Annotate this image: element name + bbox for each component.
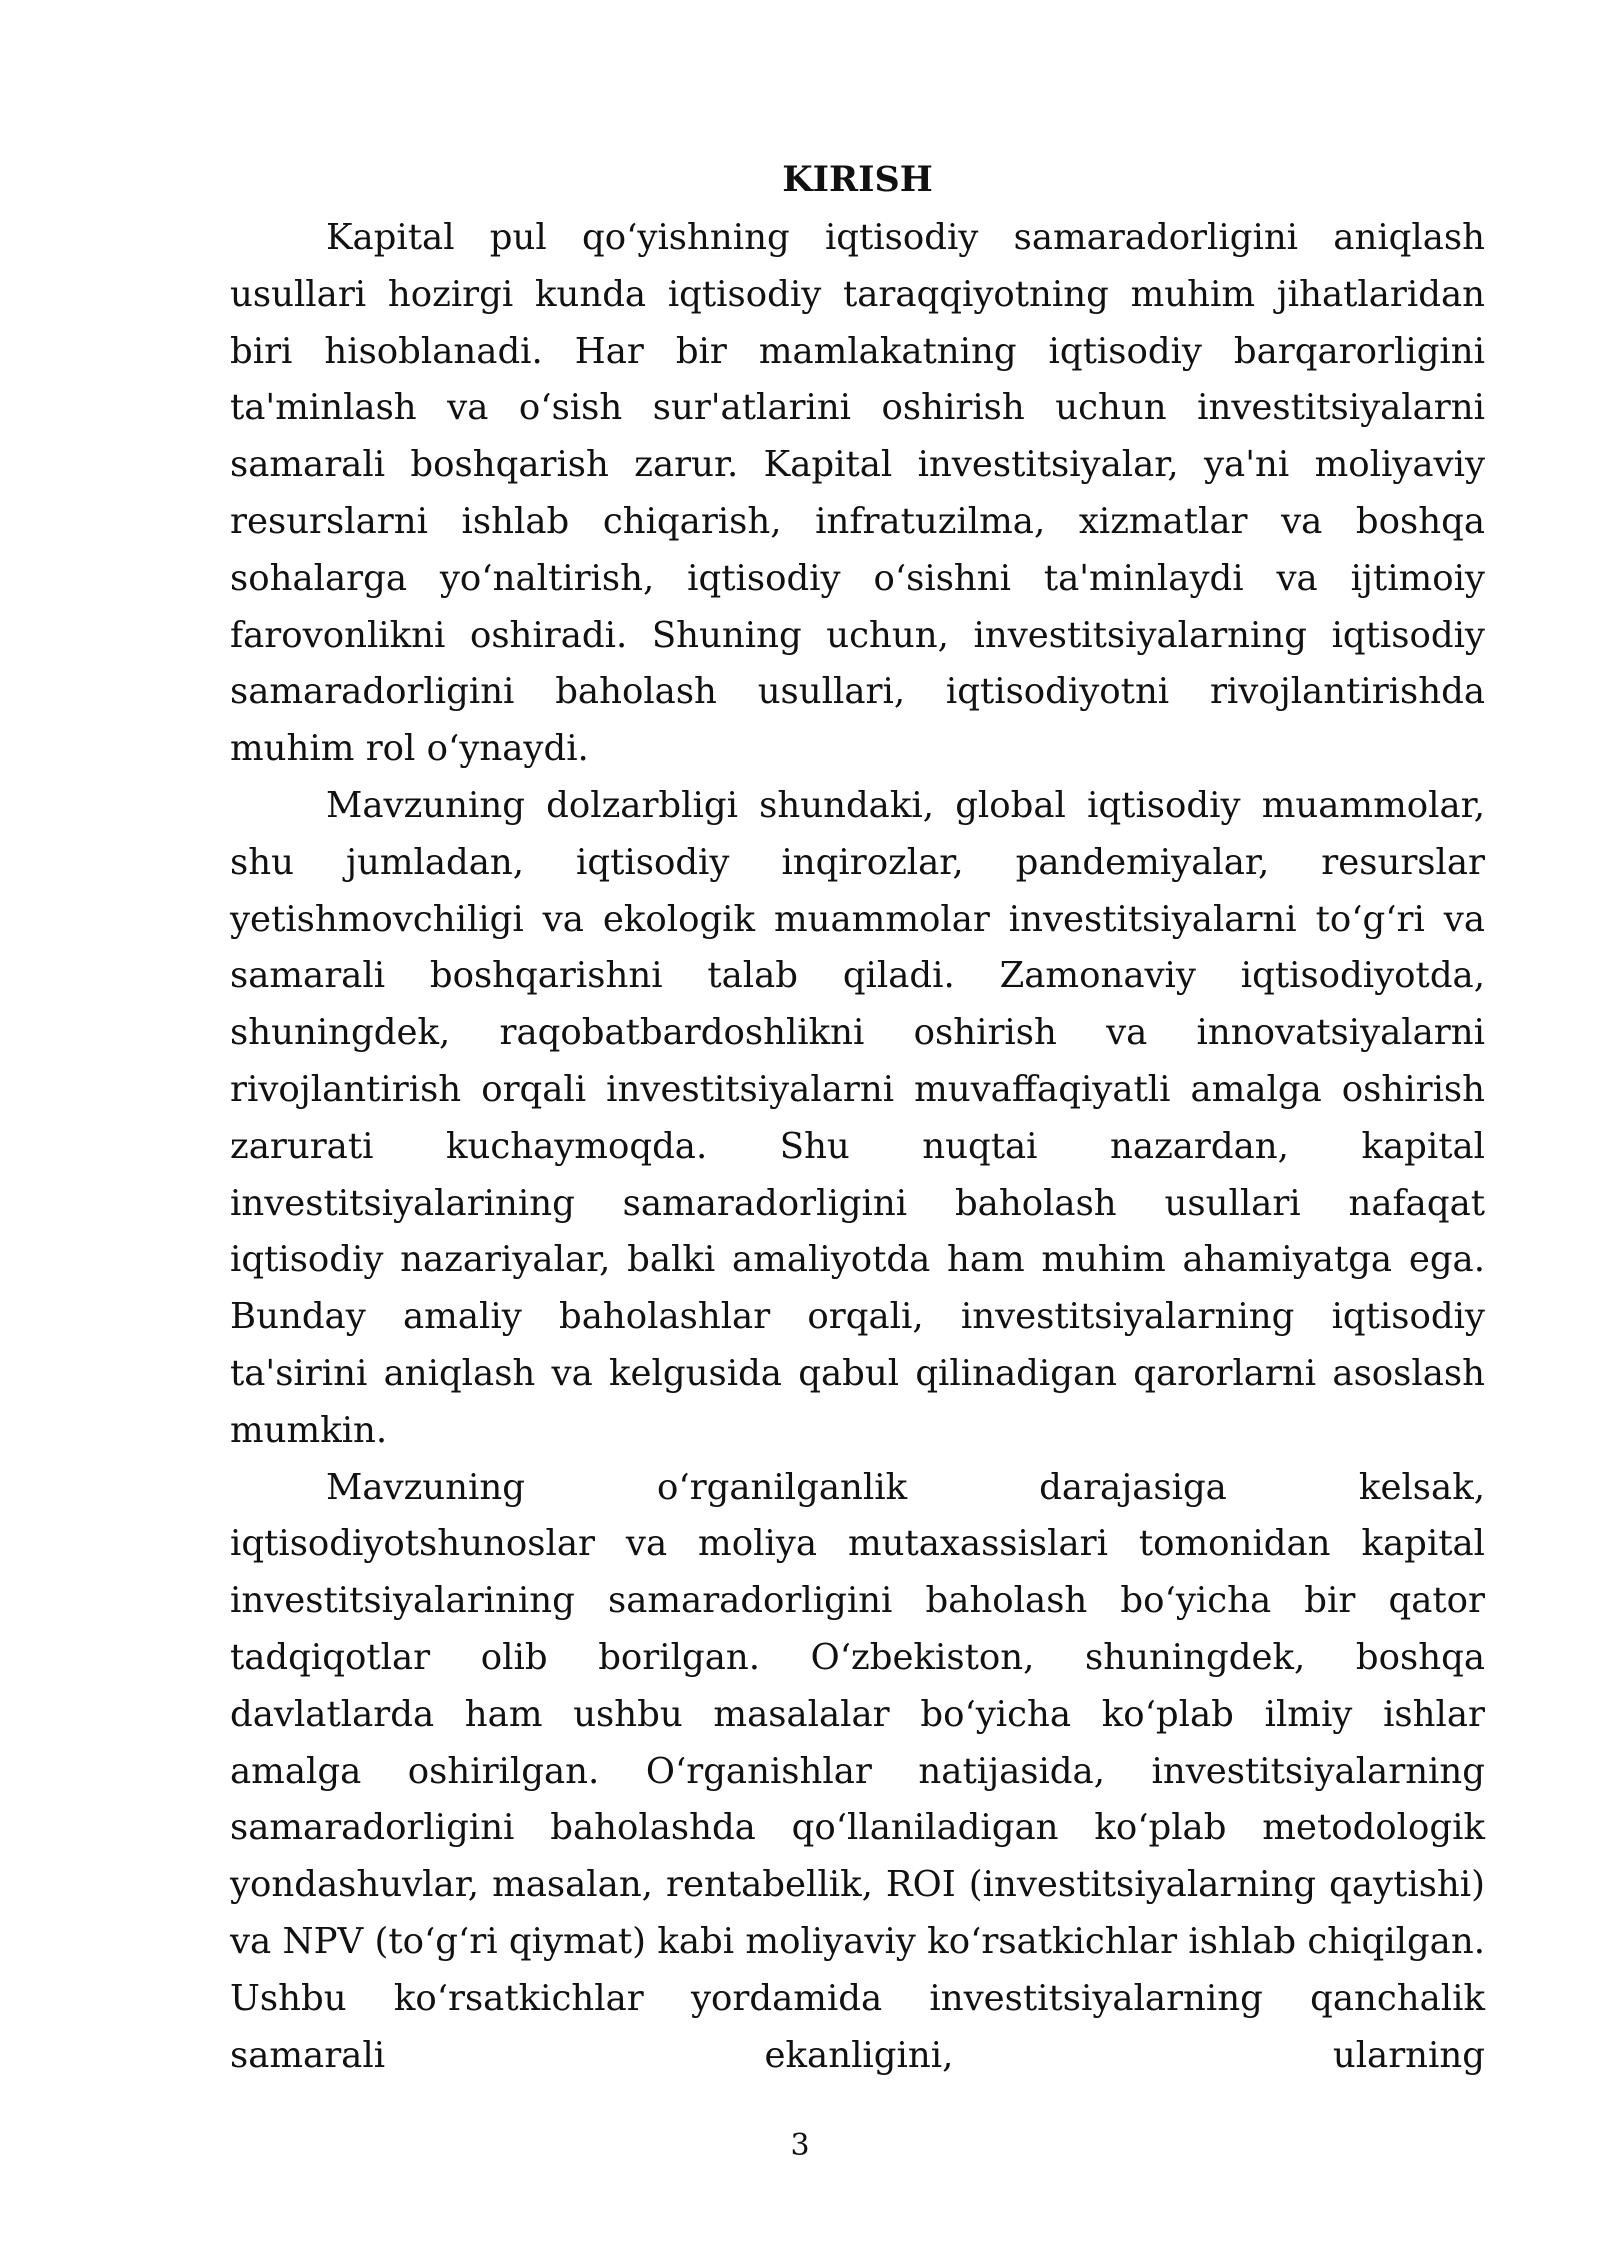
paragraph-introduction: Kapital pul qoʻyishning iqtisodiy samaradorligini aniqlash usullari hozirgi kunda iqtisodiy taraqqiyotning muhim jihatlaridan biri hisoblanadi. Har bir mamlakatning iqtisodiy barqarorligini ta'minlash va oʻsish sur'atlarini oshirish uchun investitsiyalarni samarali boshqarish zarur. Kapital investitsiyalar, ya'ni moliyaviy resurslarni ishlab chiqarish, infratuzilma, xizmatlar va boshqa sohalarga yoʻnaltirish, iqtisodiy oʻsishni ta'minlaydi va ijtimoiy farovonlikni oshiradi. Shuning uchun, investitsiyalarning iqtisodiy samaradorligini baholash usullari, iqtisodiyotni rivojlantirishda muhim rol oʻynaydi. <box>230 217 1485 770</box>
section-heading: KIRISH <box>782 159 933 200</box>
page-number: 3 <box>790 2128 810 2163</box>
page-content <box>230 150 1485 2084</box>
paragraph-study-degree: Mavzuning oʻrganilganlik darajasiga kelsak, iqtisodiyotshunoslar va moliya mutaxassislari tomonidan kapital investitsiyalarining samaradorligini baholash boʻyicha bir qator tadqiqotlar olib borilgan. Oʻzbekiston, shuningdek, boshqa davlatlarda ham ushbu masalalar boʻyicha koʻplab ilmiy ishlar amalga oshirilgan. Oʻrganishlar natijasida, investitsiyalarning samaradorligini baholashda qoʻllaniladigan koʻplab metodologik yondashuvlar, masalan, rentabellik, ROI (investitsiyalarning qaytishi) va NPV (toʻgʻri qiymat) kabi moliyaviy koʻrsatkichlar ishlab chiqilgan. Ushbu koʻrsatkichlar yordamida investitsiyalarning qanchalik samarali ekanligini, ularning <box>230 1466 1485 2076</box>
paragraph-relevance: Mavzuning dolzarbligi shundaki, global iqtisodiy muammolar, shu jumladan, iqtisodiy inqirozlar, pandemiyalar, resurslar yetishmovchiligi va ekologik muammolar investitsiyalarni toʻgʻri va samarali boshqarishni talab qiladi. Zamonaviy iqtisodiyotda, shuningdek, raqobatbardoshlikni oshirish va innovatsiyalarni rivojlantirish orqali investitsiyalarni muvaffaqiyatli amalga oshirish zarurati kuchaymoqda. Shu nuqtai nazardan, kapital investitsiyalarining samaradorligini baholash usullari nafaqat iqtisodiy nazariyalar, balki amaliyotda ham muhim ahamiyatga ega. Bunday amaliy baholashlar orqali, investitsiyalarning iqtisodiy ta'sirini aniqlash va kelgusida qabul qilinadigan qarorlarni asoslash mumkin. <box>230 784 1485 1451</box>
